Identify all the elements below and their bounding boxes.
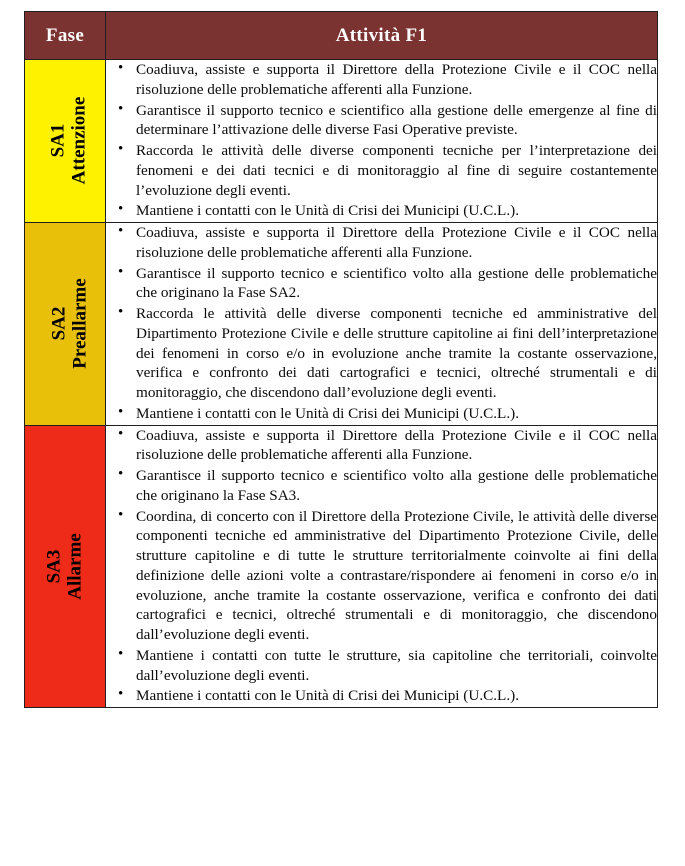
activity-cell-sa2	[106, 223, 658, 426]
phase-label-sa1	[48, 97, 89, 185]
phase-cell-sa2	[25, 223, 106, 426]
phase-name: Allarme	[63, 533, 85, 600]
list-item: • Coordina, di concerto con il Direttore della Protezione Civile, le attività delle diverse componenti tecniche ed amministrative del Dipartimento Protezione Civile, delle strutture capitoline e di tutte le strutture territorialmente coinvolte ai fini della definizione delle azioni volte a contrastare/rispondere ai fenomeni in corso e/o in evoluzione, anche tramite la costante osservazione, verifica e confronto dei dati cartografici e tecnici, oltreché strumentali e di monitoraggio, che discendono dall’evoluzione degli eventi.	[136, 507, 657, 645]
table-row	[25, 425, 658, 708]
phase-code: SA3	[43, 549, 65, 584]
activity-list-sa1	[106, 60, 657, 221]
list-item: • Raccorda le attività delle diverse componenti tecniche ed amministrative del Dipartimento Protezione Civile e delle strutture capitoline ai fini dell’interpretazione dei fenomeni in corso e/o in evoluzione anche tramite la costante osservazione, verifica e confronto dei dati cartografici e tecnici, oltreché strumentali e di monitoraggio, che discendono dall’evoluzione degli eventi.	[136, 304, 657, 403]
phase-label-sa3	[44, 533, 85, 599]
phase-name: Attenzione	[67, 97, 89, 185]
list-item: • Raccorda le attività delle diverse componenti tecniche per l’interpretazione dei fenomeni e dei dati tecnici e di monitoraggio al fine di seguire costantemente l’evoluzione degli eventi.	[136, 141, 657, 200]
list-item: • Garantisce il supporto tecnico e scientifico alla gestione delle emergenze al fine di determinare l’attivazione delle diverse Fasi Operative previste.	[136, 101, 657, 141]
phase-label-sa2	[50, 279, 91, 369]
table-row	[25, 223, 658, 426]
phase-activity-table	[24, 11, 658, 708]
header-row	[25, 12, 658, 60]
phase-name: Preallarme	[69, 278, 91, 369]
activity-cell-sa1	[106, 60, 658, 223]
activity-list-sa3	[106, 426, 657, 707]
column-header-attivita: Attività F1	[106, 12, 658, 60]
list-item: • Mantiene i contatti con le Unità di Crisi dei Municipi (U.C.L.).	[136, 686, 657, 706]
table-body	[25, 60, 658, 708]
phase-cell-sa1	[25, 60, 106, 223]
table-header	[25, 12, 658, 60]
table-row	[25, 60, 658, 223]
activity-cell-sa3	[106, 425, 658, 708]
list-item: • Garantisce il supporto tecnico e scientifico volto alla gestione delle problematiche che originano la Fase SA3.	[136, 466, 657, 506]
list-item: • Mantiene i contatti con le Unità di Crisi dei Municipi (U.C.L.).	[136, 404, 657, 424]
list-item: • Coadiuva, assiste e supporta il Direttore della Protezione Civile e il COC nella risoluzione delle problematiche afferenti alla Funzione.	[136, 426, 657, 466]
activity-list-sa2	[106, 223, 657, 424]
list-item: • Coadiuva, assiste e supporta il Direttore della Protezione Civile e il COC nella risoluzione delle problematiche afferenti alla Funzione.	[136, 223, 657, 263]
phase-code: SA2	[48, 306, 70, 341]
column-header-fase: Fase	[25, 12, 106, 60]
list-item: • Garantisce il supporto tecnico e scientifico volto alla gestione delle problematiche che originano la Fase SA2.	[136, 264, 657, 304]
phase-cell-sa3	[25, 425, 106, 708]
list-item: • Coadiuva, assiste e supporta il Direttore della Protezione Civile e il COC nella risoluzione delle problematiche afferenti alla Funzione.	[136, 60, 657, 100]
list-item: • Mantiene i contatti con le Unità di Crisi dei Municipi (U.C.L.).	[136, 201, 657, 221]
phase-code: SA1	[47, 124, 69, 158]
list-item: • Mantiene i contatti con tutte le strutture, sia capitoline che territoriali, coinvolte dall’evoluzione degli eventi.	[136, 646, 657, 686]
